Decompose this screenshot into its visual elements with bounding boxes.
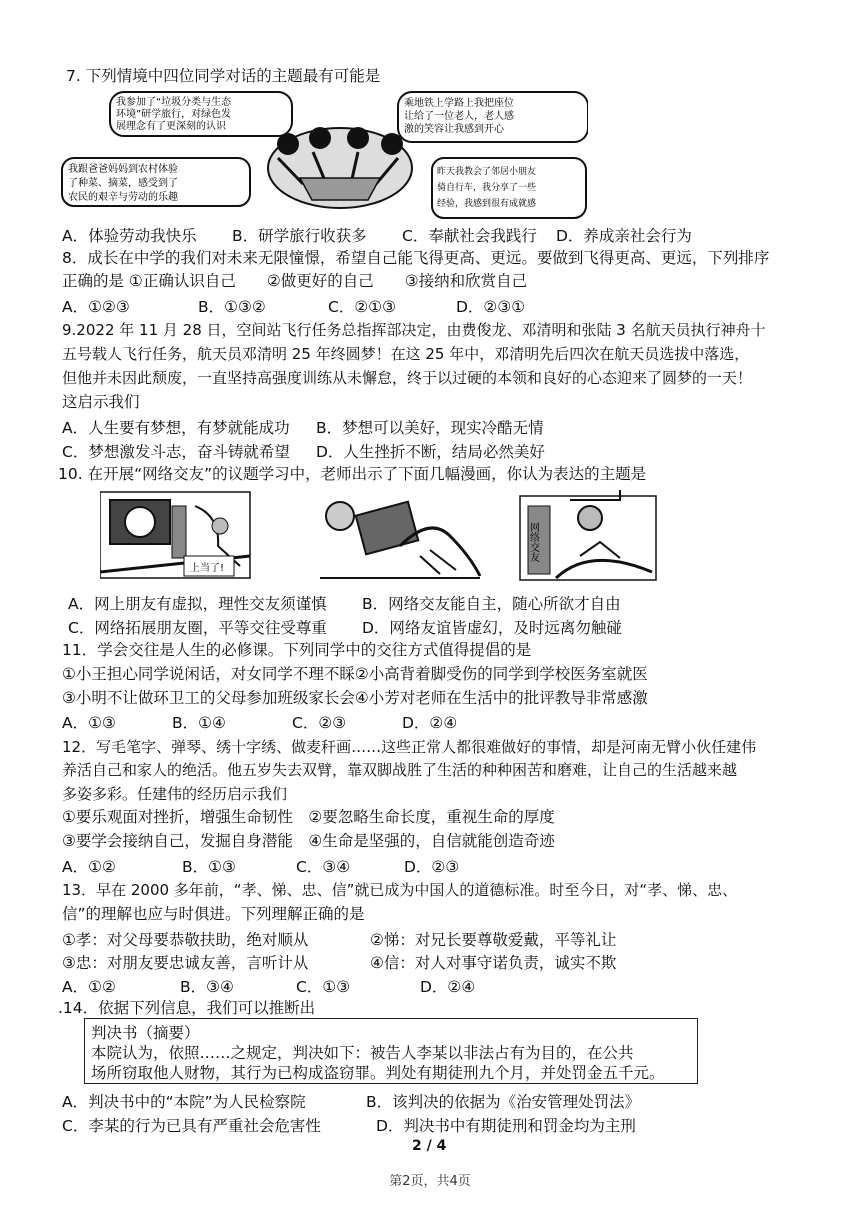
bubble-text: 经验，我感到很有成就感: [437, 199, 537, 209]
q7-option-d: D．养成亲社会行为: [556, 227, 692, 245]
q7-illustration: [58, 88, 588, 220]
bubble-text: 昨天我教会了邻居小朋友: [437, 167, 537, 177]
q13-option-c: C．①③: [296, 978, 351, 996]
q9-stem-3: 但他并未因此颓废，一直坚持高强度训练从未懈怠，终于以过硬的本领和良好的心态迎来了圆梦的一天！: [62, 369, 753, 387]
q9-stem: 9.2022 年 11 月 28 日，空间站飞行任务总指挥部决定，由费俊龙、邓清明和张陆 3 名航天员执行神舟十: [62, 321, 766, 339]
q12-option-a: A．①②: [62, 858, 116, 876]
cartoon-computer-trap: [100, 492, 250, 578]
q9-option-b: B．梦想可以美好，现实冷酷无情: [316, 419, 544, 437]
cartoon1-label: 上当了!: [190, 563, 225, 574]
q13-stem: 13．早在 2000 多年前，“孝、悌、忠、信”就已成为中国人的道德标准。时至今日，对“孝、悌、忠、: [62, 881, 738, 899]
q11-item-2: ③小明不让做环卫工的父母参加班级家长会④小芳对老师在生活中的批评教导非常感激: [62, 689, 648, 707]
q11-option-c: C．②③: [292, 714, 347, 732]
q14-option-c: C．李某的行为已具有严重社会危害性: [62, 1117, 321, 1135]
q10-option-c: C．网络拓展朋友圈，平等交往受尊重: [68, 619, 327, 637]
q10-option-b: B．网络交友能自主，随心所欲才自由: [362, 595, 621, 613]
bubble-text: 了种菜、摘菜，感受到了: [68, 178, 178, 189]
q7-stem: 7. 下列情境中四位同学对话的主题最有可能是: [66, 67, 381, 85]
q13-item-1: ①孝：对父母要恭敬扶助，绝对顺从: [62, 931, 309, 949]
q12-stem-3: 多姿多彩。任建伟的经历启示我们: [62, 785, 288, 803]
q12-item-2: ③要学会接纳自己，发掘自身潜能 ④生命是坚强的，自信就能创造奇迹: [62, 832, 555, 850]
q11-option-b: B．①④: [172, 714, 226, 732]
cartoon-net-friendship: [520, 490, 656, 580]
q11-option-d: D．②④: [402, 714, 458, 732]
q9-stem-2: 五号载人飞行任务，航天员邓清明 25 年终圆梦！在这 25 年中，邓清明先后四次在航天员选拔中落选，: [62, 345, 750, 363]
q8-option-d: D．②③①: [456, 298, 526, 316]
q13-option-d: D．②④: [420, 978, 476, 996]
bubble-text: 我参加了“垃圾分类与生态: [116, 97, 232, 108]
q14-stem: .14．依据下列信息，我们可以推断出: [58, 999, 316, 1017]
q9-option-c: C．梦想激发斗志，奋斗铸就希望: [62, 443, 290, 461]
q8-stem: 8．成长在中学的我们对未来无限憧憬，希望自己能飞得更高、更远。要做到飞得更高、更远，下列排序: [62, 249, 770, 267]
q10-cartoons: [100, 486, 660, 582]
q11-stem: 11．学会交往是人生的必修课。下列同学中的交往方式值得提倡的是: [62, 641, 532, 659]
page-number: 2 / 4: [412, 1138, 447, 1154]
q13-option-b: B．③④: [180, 978, 234, 996]
q12-option-b: B．①③: [182, 858, 236, 876]
bubble-text: 环境”研学旅行，对绿色发: [116, 109, 232, 120]
q10-stem: 10. 在开展“网络交友”的议题学习中，老师出示了下面几幅漫画，你认为表达的主题是: [58, 465, 647, 483]
q14-option-b: B．该判决的依据为《治安管理处罚法》: [366, 1093, 641, 1111]
cartoon-screen-reach: [312, 490, 488, 580]
bubble-text: 乘地铁上学路上我把座位: [404, 98, 514, 109]
q13-stem-2: 信”的理解也应与时俱进。下列理解正确的是: [62, 905, 365, 923]
page-footer: 第2页，共4页: [389, 1174, 471, 1189]
q13-item-4: ④信：对人对事守诺负责，诚实不欺: [370, 954, 617, 972]
q14-option-a: A．判决书中的“本院”为人民检察院: [62, 1093, 306, 1111]
bubble-text: 我跟爸爸妈妈到农村体验: [68, 164, 178, 175]
q12-item-1: ①要乐观面对挫折，增强生命韧性 ②要忽略生命长度，重视生命的厚度: [62, 808, 555, 826]
q12-stem: 12．写毛笔字、弹琴、绣十字绣、做麦秆画……这些正常人都很难做好的事情，却是河南无臂小伙任建伟: [62, 738, 757, 756]
q9-option-a: A．人生要有梦想，有梦就能成功: [62, 419, 290, 437]
q7-option-c: C．奉献社会我践行: [402, 227, 537, 245]
q12-stem-2: 养活自己和家人的绝活。他五岁失去双臂，靠双脚战胜了生活的种种困苦和磨难，让自己的生活越来越: [62, 761, 738, 779]
judgment-line-1: 本院认为，依照……之规定，判决如下：被告人李某以非法占有为目的，在公共: [91, 1044, 634, 1062]
bubble-text: 骑自行车，我分享了一些: [437, 183, 537, 193]
q10-option-d: D．网络友谊皆虚幻，及时远离勿触碰: [362, 619, 622, 637]
bubble-text: 让给了一位老人，老人感: [404, 111, 514, 122]
q8-stem-2: 正确的是 ①正确认识自己 ②做更好的自己 ③接纳和欣赏自己: [62, 272, 528, 290]
q9-option-d: D．人生挫折不断，结局必然美好: [316, 443, 545, 461]
judgment-title: 判决书（摘要）: [91, 1024, 200, 1042]
q10-option-a: A．网上朋友有虚拟，理性交友须谨慎: [68, 595, 327, 613]
q8-option-b: B．①③②: [198, 298, 266, 316]
q7-option-a: A．体验劳动我快乐: [62, 227, 197, 245]
bubble-text: 激的笑容让我感到开心: [404, 124, 504, 135]
bubble-text: 农民的艰辛与劳动的乐趣: [68, 192, 178, 203]
cartoon3-label: 网络交友: [527, 522, 539, 562]
q14-option-d: D．判决书中有期徒刑和罚金均为主刑: [376, 1117, 636, 1135]
q13-option-a: A．①②: [62, 978, 116, 996]
q8-option-a: A．①②③: [62, 298, 130, 316]
q11-option-a: A．①③: [62, 714, 116, 732]
q9-stem-4: 这启示我们: [62, 393, 140, 411]
q13-item-3: ③忠：对朋友要忠诚友善，言听计从: [62, 954, 309, 972]
q8-option-c: C．②①③: [328, 298, 397, 316]
q12-option-c: C．③④: [296, 858, 351, 876]
judgment-box: [84, 1018, 698, 1084]
q7-option-b: B．研学旅行收获多: [232, 227, 367, 245]
q13-item-2: ②悌：对兄长要尊敬爱戴，平等礼让: [370, 931, 617, 949]
judgment-line-2: 场所窃取他人财物，其行为已构成盗窃罪。判处有期徒刑九个月，并处罚金五千元。: [91, 1064, 665, 1082]
q11-item-1: ①小王担心同学说闲话，对女同学不理不睬②小高背着脚受伤的同学到学校医务室就医: [62, 665, 648, 683]
q12-option-d: D．②③: [404, 858, 460, 876]
bubble-text: 展理念有了更深刻的认识: [116, 121, 226, 132]
